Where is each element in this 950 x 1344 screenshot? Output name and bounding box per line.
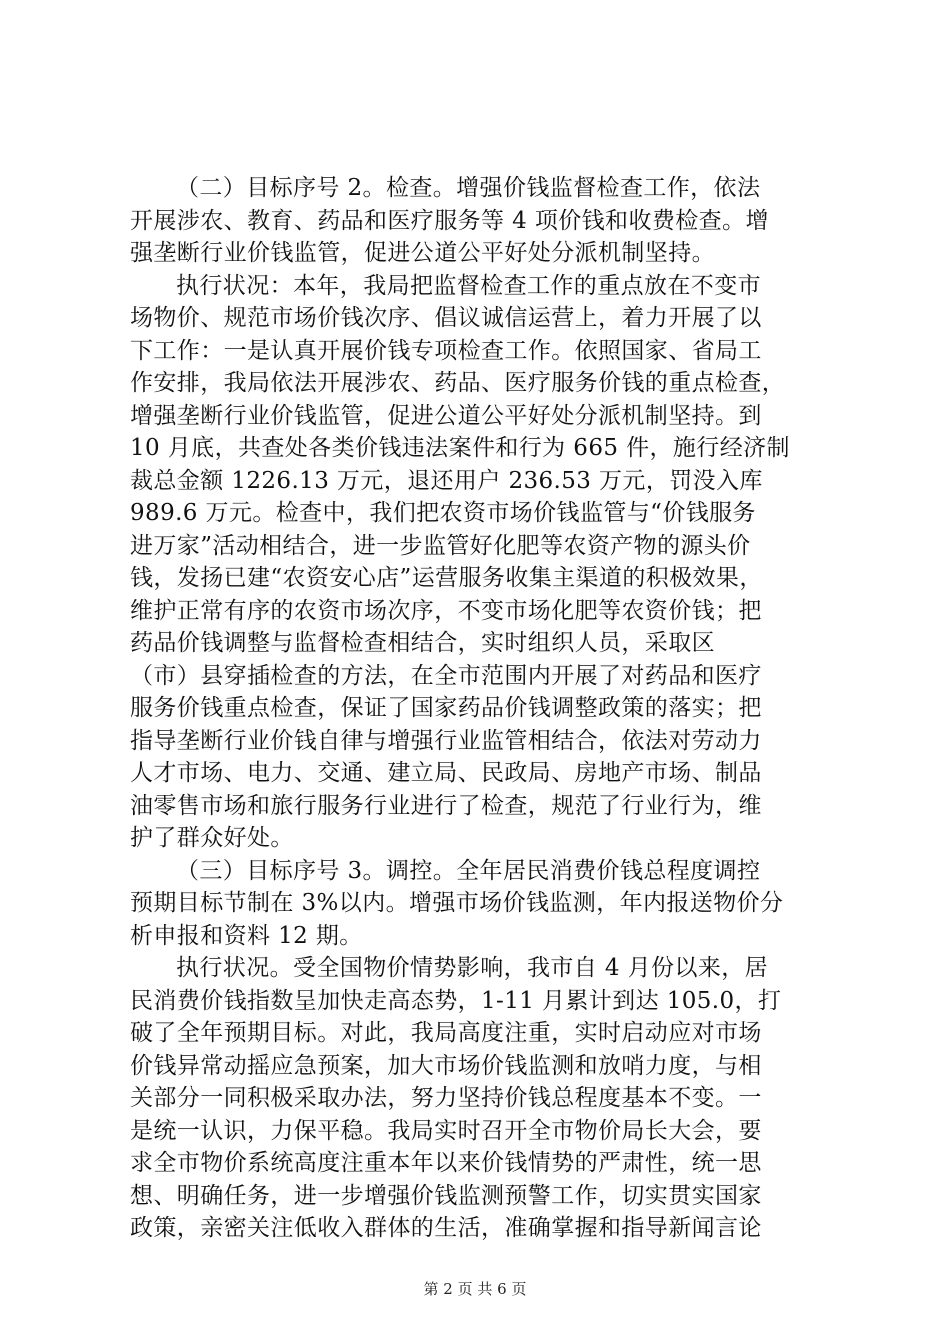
text-line: 维护正常有序的农资市场次序，不变市场化肥等农资价钱；把 — [130, 597, 762, 624]
text-line: 指导垄断行业价钱自律与增强行业监管相结合，依法对劳动力 — [130, 727, 762, 754]
text-line: 开展涉农、教育、药品和医疗服务等 4 项价钱和收费检查。增 — [130, 207, 769, 234]
text-line: 989.6 万元。检查中，我们把农资市场价钱监管与“价钱服务 — [130, 500, 756, 526]
text-line: （二）目标序号 2。检查。增强价钱监督检查工作，依法 — [176, 175, 761, 201]
text-line: 执行状况。受全国物价情势影响，我市自 4 月份以来，居 — [176, 955, 769, 981]
text-line: 裁总金额 1226.13 万元，退还用户 236.53 万元，罚没入库 — [130, 467, 763, 494]
text-line: 执行状况：本年，我局把监督检查工作的重点放在不变市 — [176, 272, 761, 299]
text-line: 钱，发扬已建“农资安心店”运营服务收集主渠道的积极效果， — [130, 565, 763, 591]
text-line: 作安排，我局依法开展涉农、药品、医疗服务价钱的重点检查， — [130, 370, 786, 396]
text-line: （三）目标序号 3。调控。全年居民消费价钱总程度调控 — [176, 857, 761, 884]
text-line: 想、明确任务，进一步增强价钱监测预警工作，切实贯实国家 — [130, 1182, 762, 1209]
text-line: 场物价、规范市场价钱次序、倡议诚信运营上，着力开展了以 — [130, 305, 762, 331]
text-line: 进万家”活动相结合，进一步监管好化肥等农资产物的源头价 — [130, 532, 751, 559]
text-line: 求全市物价系统高度注重本年以来价钱情势的严肃性，统一思 — [130, 1150, 762, 1176]
text-line: 药品价钱调整与监督检查相结合，实时组织人员，采取区 — [130, 630, 715, 656]
text-line: （市）县穿插检查的方法，在全市范围内开展了对药品和医疗 — [130, 662, 762, 689]
text-line: 下工作：一是认真开展价钱专项检查工作。依照国家、省局工 — [130, 337, 762, 364]
text-line: 预期目标节制在 3%以内。增强市场价钱监测，年内报送物价分 — [130, 890, 784, 916]
text-line: 破了全年预期目标。对此，我局高度注重，实时启动应对市场 — [130, 1020, 762, 1046]
text-line: 是统一认识，力保平稳。我局实时召开全市物价局长大会，要 — [130, 1117, 762, 1144]
text-line: 服务价钱重点检查，保证了国家药品价钱调整政策的落实；把 — [130, 695, 762, 721]
document-body — [130, 172, 830, 1245]
text-line: 护了群众好处。 — [130, 825, 294, 851]
text-line: 民消费价钱指数呈加快走高态势，1-11 月累计到达 105.0，打 — [130, 987, 782, 1014]
text-line: 10 月底，共查处各类价钱违法案件和行为 665 件，施行经济制 — [130, 435, 790, 461]
text-line: 强垄断行业价钱监管，促进公道公平好处分派机制坚持。 — [130, 240, 715, 266]
text-line: 价钱异常动摇应急预案，加大市场价钱监测和放哨力度，与相 — [130, 1052, 762, 1079]
text-line: 增强垄断行业价钱监管，促进公道公平好处分派机制坚持。到 — [130, 402, 762, 429]
text-line: 关部分一同积极采取办法，努力坚持价钱总程度基本不变。一 — [130, 1085, 762, 1111]
text-line: 政策，亲密关注低收入群体的生活，准确掌握和指导新闻言论 — [130, 1215, 762, 1241]
text-line: 人才市场、电力、交通、建立局、民政局、房地产市场、制品 — [130, 760, 762, 786]
text-line: 油零售市场和旅行服务行业进行了检查，规范了行业行为，维 — [130, 792, 762, 819]
page-footer: 第 2 页 共 6 页 — [423, 1280, 527, 1298]
text-line: 析申报和资料 12 期。 — [130, 922, 363, 949]
